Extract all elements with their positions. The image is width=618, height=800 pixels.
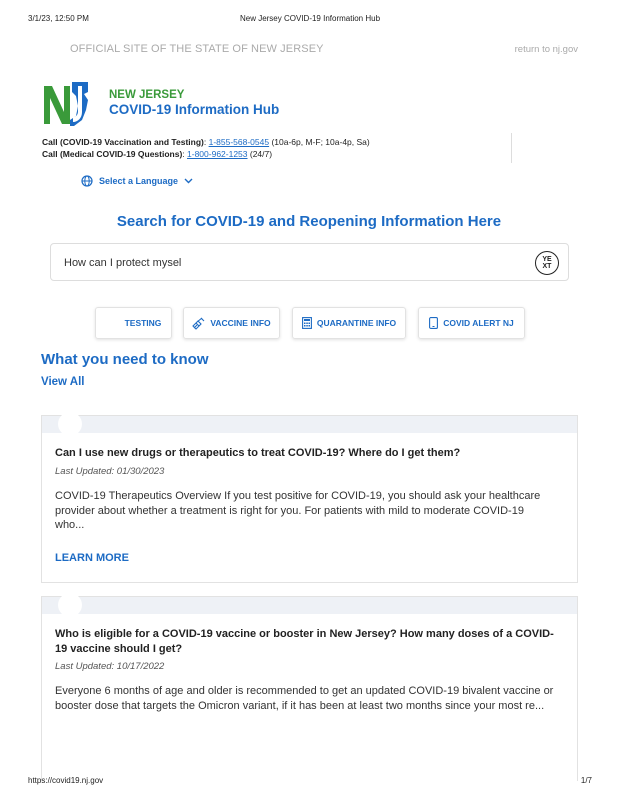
return-to-nj-link[interactable]: return to nj.gov [514,44,578,55]
search-input[interactable] [50,243,569,281]
quarantine-info-button[interactable] [292,307,406,339]
covid-alert-nj-button[interactable] [418,307,525,339]
official-site-banner: OFFICIAL SITE OF THE STATE OF NEW JERSEY [70,43,324,55]
learn-more-link[interactable]: LEARN MORE [55,552,129,564]
brand-state: NEW JERSEY [109,89,185,101]
print-date: 3/1/23, 12:50 PM [28,14,89,23]
contact-hours: (10a-6p, M-F; 10a-4p, Sa) [269,137,370,147]
faq-last-updated: Last Updated: 01/30/2023 [55,466,165,477]
phone-icon [429,317,438,329]
card-circle-icon [58,593,82,617]
card-header-band [42,416,577,433]
quarantine-info-label: QUARANTINE INFO [316,318,397,328]
view-all-link[interactable]: View All [41,376,85,388]
card-header-band [42,597,577,614]
search-heading: Search for COVID-19 and Reopening Information Here [116,213,502,230]
search-input-value: How can I protect mysel [64,257,182,269]
faq-summary: Everyone 6 months of age and older is recommended to get an updated COVID-19 bivalent vaccine or booster dose that targets the Omicron variant, if it has been at least two months since your most re... [55,685,554,712]
yext-logo-icon[interactable]: YE XT [535,251,559,275]
vaccine-info-label: VACCINE INFO [210,318,271,328]
nj-logo[interactable] [42,80,92,130]
print-page-number: 1/7 [580,776,592,785]
contact-label: Call (Medical COVID-19 Questions) [42,149,183,159]
contact-phone-link[interactable]: 1-800-962-1253 [187,149,248,159]
contact-line [42,136,370,148]
select-language-button[interactable] [81,175,193,187]
contact-lines [42,136,370,160]
brand-title[interactable] [109,89,279,117]
vaccine-info-button[interactable] [183,307,280,339]
calculator-icon [302,317,312,329]
contact-line [42,148,370,160]
testing-label: TESTING [124,318,162,328]
faq-question[interactable]: Who is eligible for a COVID-19 vaccine or booster in New Jersey? How many doses of a COVID-19 vaccine should I get? [55,628,554,655]
syringe-icon [192,317,205,330]
faq-last-updated: Last Updated: 10/17/2022 [55,661,165,672]
covid-alert-nj-label: COVID ALERT NJ [443,318,514,328]
chevron-down-icon [184,178,193,184]
print-title: New Jersey COVID-19 Information Hub [239,14,381,23]
faq-card[interactable] [41,596,578,781]
contact-hours: (24/7) [247,149,273,159]
contact-label: Call (COVID-19 Vaccination and Testing) [42,137,204,147]
header-divider [511,133,512,163]
contact-sep: : [203,137,209,147]
brand-hub-name: COVID-19 Information Hub [109,102,280,117]
globe-icon [81,175,93,187]
faq-card[interactable] [41,415,578,583]
faq-question[interactable]: Can I use new drugs or therapeutics to treat COVID-19? Where do I get them? [55,447,461,459]
faq-summary: COVID-19 Therapeutics Overview If you test positive for COVID-19, you should ask your healthcare provider about whether a treatment is right for you. For patients with mild to moderate COVID-19 who... [55,490,541,531]
contact-sep: : [182,149,188,159]
testing-button[interactable] [95,307,172,339]
contact-phone-link[interactable]: 1-855-568-0545 [208,137,270,147]
print-url: https://covid19.nj.gov [28,776,104,785]
section-title: What you need to know [41,351,209,368]
select-language-label: Select a Language [99,176,179,186]
card-circle-icon [58,412,82,436]
